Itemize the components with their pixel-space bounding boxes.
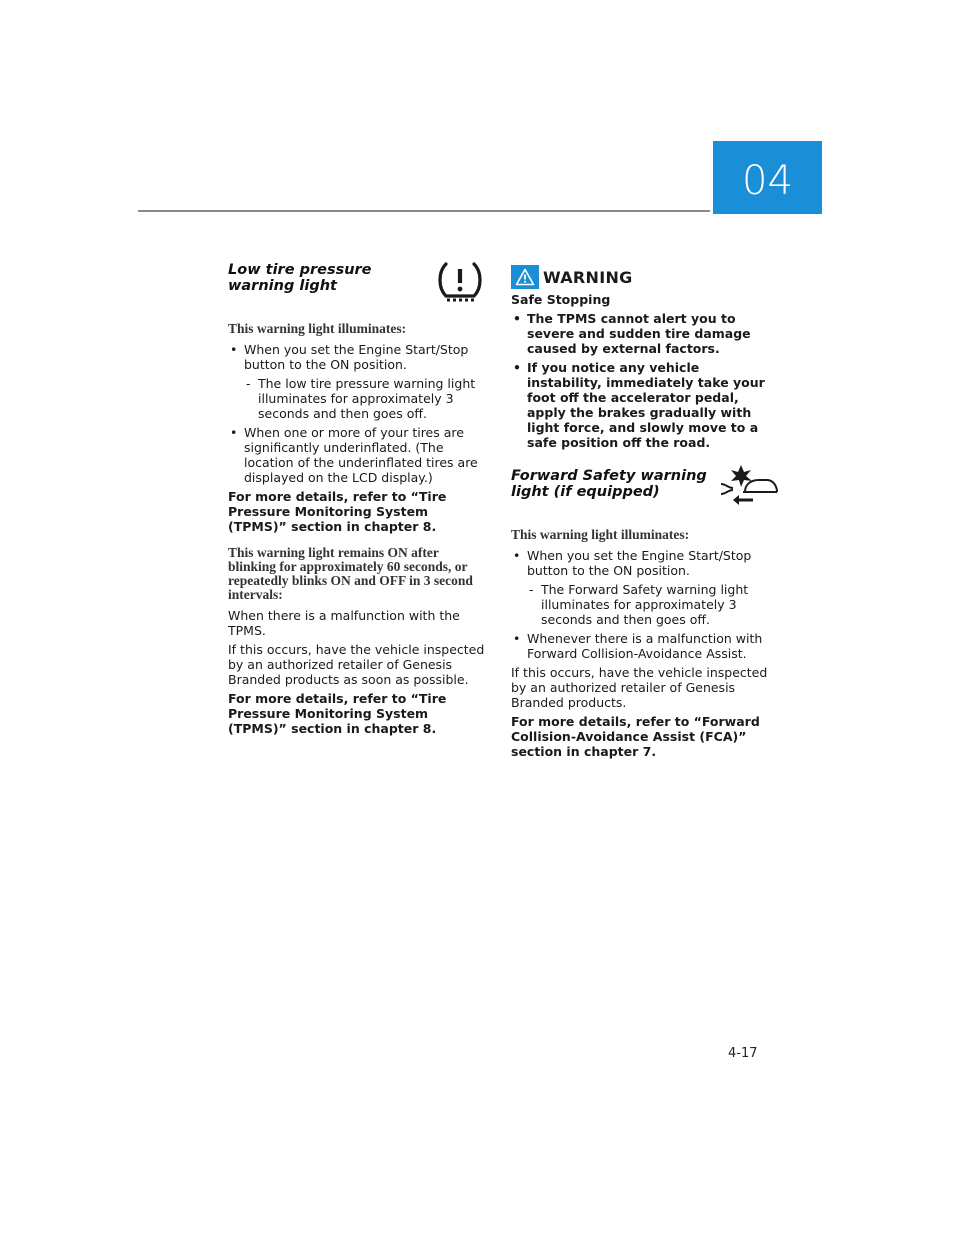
- warning-triangle-icon: [515, 268, 535, 286]
- sub-list: [244, 376, 486, 421]
- chapter-tab: 04: [713, 141, 822, 214]
- tire-pressure-warning-icon: [436, 260, 484, 304]
- page-number: 4-17: [728, 1046, 758, 1061]
- warning-header: [511, 262, 769, 292]
- list-item-text: When you set the Engine Start/Stop button to the ON position.: [244, 342, 469, 372]
- list-item: • The TPMS cannot alert you to severe and sudden tire damage caused by external factors.: [511, 311, 769, 356]
- tpms-reference-2: For more details, refer to “Tire Pressure Monitoring System (TPMS)” section in chapter 8.: [228, 691, 447, 736]
- forward-safety-icon: [719, 462, 779, 506]
- illuminates-heading: This warning light illuminates:: [511, 527, 690, 542]
- section-title: Forward Safety warning light (if equipped): [511, 468, 707, 500]
- forward-safety-header: [511, 468, 769, 500]
- header-rule: [138, 210, 710, 212]
- fca-reference: For more details, refer to “Forward Collision-Avoidance Assist (FCA)” section in chapter 7.: [511, 714, 760, 759]
- illuminates-heading: This warning light illuminates:: [228, 321, 407, 336]
- list-item: [511, 548, 769, 627]
- right-column: [511, 262, 769, 763]
- list-item: • If you notice any vehicle instability, immediately take your foot off the accelerator pedal, apply the brakes gradually with light force, and slowly move to a safe position off the road.: [511, 360, 769, 450]
- warning-body: [511, 292, 769, 450]
- left-column: [228, 262, 486, 740]
- illuminate-conditions: [511, 548, 769, 661]
- section-title: Low tire pressure warning light: [228, 262, 372, 294]
- sub-list-item: - The Forward Safety warning light illuminates for approximately 3 seconds and then goes off.: [527, 582, 769, 627]
- list-item: • When one or more of your tires are significantly underinflated. (The location of the underinflated tires are displayed on the LCD display.): [228, 425, 486, 485]
- list-item-text: When you set the Engine Start/Stop button to the ON position.: [527, 548, 752, 578]
- remains-on-heading: This warning light remains ON after blinking for approximately 60 seconds, or repeatedly blinks ON and OFF in 3 second intervals:: [228, 545, 473, 602]
- inspection-text: If this occurs, have the vehicle inspected by an authorized retailer of Genesis Branded products.: [511, 665, 768, 710]
- warning-title: WARNING: [543, 267, 633, 287]
- sub-list: [527, 582, 769, 627]
- inspection-text: If this occurs, have the vehicle inspected by an authorized retailer of Genesis Branded products as soon as possible.: [228, 642, 485, 687]
- malfunction-text: When there is a malfunction with the TPMS.: [228, 608, 460, 638]
- warning-subtitle: Safe Stopping: [511, 292, 611, 307]
- tire-pressure-header: [228, 262, 486, 294]
- illuminate-conditions: [228, 342, 486, 485]
- warning-badge: [511, 265, 539, 289]
- list-item: • Whenever there is a malfunction with Forward Collision-Avoidance Assist.: [511, 631, 769, 661]
- tpms-reference: For more details, refer to “Tire Pressure Monitoring System (TPMS)” section in chapter 8.: [228, 489, 447, 534]
- list-item: [228, 342, 486, 421]
- warning-list: [511, 311, 769, 450]
- sub-list-item: - The low tire pressure warning light illuminates for approximately 3 seconds and then goes off.: [244, 376, 486, 421]
